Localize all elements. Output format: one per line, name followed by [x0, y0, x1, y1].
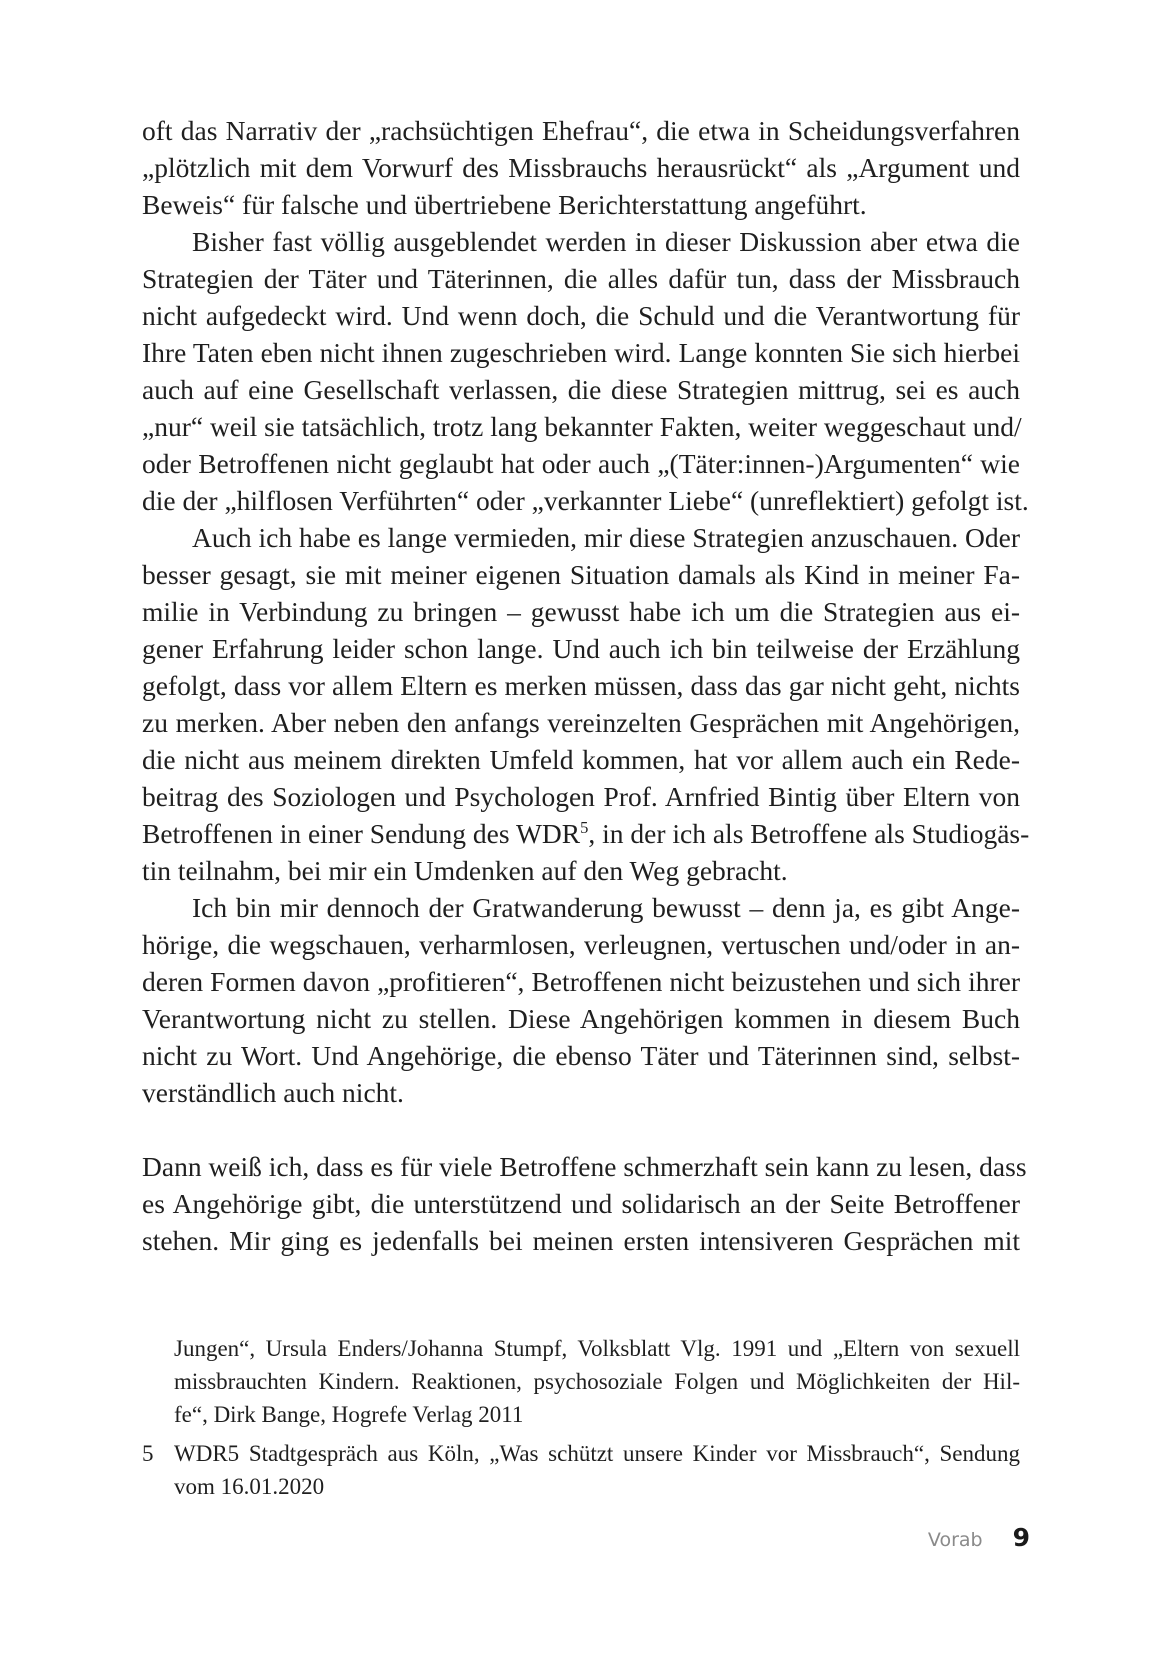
text-line: es Angehörige gibt, die unterstützend und solidarisch an der Seite Betroffener [142, 1188, 1020, 1219]
paragraph [142, 1148, 1027, 1259]
text-line: zu merken. Aber neben den anfangs vereinzelten Gesprächen mit Angehörigen, [142, 707, 1020, 738]
footnote [142, 1437, 1020, 1503]
footnote-line: vom 16.01.2020 [174, 1474, 325, 1499]
footnote-line: WDR5 Stadtgespräch aus Köln, „Was schützt unsere Kinder vor Missbrauch“, Sendung [174, 1441, 1020, 1466]
footnote-line: fe“, Dirk Bange, Hogrefe Verlag 2011 [174, 1402, 524, 1427]
text-line: „nur“ weil sie tatsächlich, trotz lang bekannter Fakten, weiter weggeschaut und/ [142, 411, 1022, 442]
text-line: oder Betroffenen nicht geglaubt hat oder auch „(Täter:innen-)Argumenten“ wie [142, 448, 1020, 479]
paragraph [142, 889, 1020, 1111]
text-line: Dann weiß ich, dass es für viele Betroffene schmerzhaft sein kann zu lesen, dass [142, 1151, 1027, 1182]
text-line: Ihre Taten eben nicht ihnen zugeschrieben wird. Lange konnten Sie sich hierbei [142, 337, 1020, 368]
text-line: tin teilnahm, bei mir ein Umdenken auf den Weg gebracht. [142, 855, 788, 886]
text-segment: Betroffenen in einer Sendung des WDR [142, 818, 581, 849]
text-line: „plötzlich mit dem Vorwurf des Missbrauchs herausrückt“ als „Argument und [142, 152, 1020, 183]
paragraph [142, 223, 1029, 519]
running-title: Vorab [927, 1529, 983, 1551]
text-line: milie in Verbindung zu bringen – gewusst habe ich um die Strategien aus ei- [142, 596, 1020, 627]
text-line [142, 815, 1030, 852]
paragraph [142, 519, 1030, 889]
text-line: die der „hilflosen Verführten“ oder „verkannter Liebe“ (unreflektiert) gefolgt ist. [142, 485, 1029, 516]
text-line: verständlich auch nicht. [142, 1077, 404, 1108]
footnote-number: 5 [142, 1441, 154, 1466]
text-line: auch auf eine Gesellschaft verlassen, die diese Strategien mittrug, sei es auch [142, 374, 1020, 405]
text-line: Bisher fast völlig ausgeblendet werden in dieser Diskussion aber etwa die [192, 226, 1020, 257]
main-text [142, 112, 1030, 1259]
text-line: oft das Narrativ der „rachsüchtigen Ehefrau“, die etwa in Scheidungsverfahren [142, 115, 1020, 146]
text-line: nicht aufgedeckt wird. Und wenn doch, die Schuld und die Verantwortung für [142, 300, 1020, 331]
footnotes [142, 1332, 1020, 1503]
page-footer [928, 1523, 1030, 1559]
page-number: 9 [1012, 1523, 1030, 1552]
footnote-line: Jungen“, Ursula Enders/Johanna Stumpf, Volksblatt Vlg. 1991 und „Eltern von sexuell [174, 1336, 1020, 1361]
text-line: Verantwortung nicht zu stellen. Diese Angehörigen kommen in diesem Buch [142, 1003, 1020, 1034]
text-line: nicht zu Wort. Und Angehörige, die ebenso Täter und Täterinnen sind, selbst- [142, 1040, 1020, 1071]
paragraph [142, 112, 1020, 223]
footnote-reference[interactable]: 5 [580, 817, 589, 837]
text-line: gener Erfahrung leider schon lange. Und auch ich bin teilweise der Erzählung [142, 633, 1020, 664]
text-line: Strategien der Täter und Täterinnen, die alles dafür tun, dass der Missbrauch [142, 263, 1020, 294]
footnote [142, 1332, 1020, 1431]
text-segment: , in der ich als Betroffene als Studiogäs- [588, 818, 1030, 849]
text-line: Beweis“ für falsche und übertriebene Berichterstattung angeführt. [142, 189, 867, 220]
text-line: Auch ich habe es lange vermieden, mir diese Strategien anzuschauen. Oder [192, 522, 1020, 553]
footnote-line: missbrauchten Kindern. Reaktionen, psychosoziale Folgen und Möglichkeiten der Hil- [174, 1369, 1020, 1394]
text-line: beitrag des Soziologen und Psychologen Prof. Arnfried Bintig über Eltern von [142, 781, 1020, 812]
text-line: gefolgt, dass vor allem Eltern es merken müssen, dass das gar nicht geht, nichts [142, 670, 1020, 701]
text-line: deren Formen davon „profitieren“, Betroffenen nicht beizustehen und sich ihrer [142, 966, 1020, 997]
text-line: Ich bin mir dennoch der Gratwanderung bewusst – denn ja, es gibt Ange- [192, 892, 1020, 923]
text-line: hörige, die wegschauen, verharmlosen, verleugnen, vertuschen und/oder in an- [142, 929, 1020, 960]
section-break [142, 1111, 1020, 1148]
text-line: besser gesagt, sie mit meiner eigenen Situation damals als Kind in meiner Fa- [142, 559, 1020, 590]
text-line: die nicht aus meinem direkten Umfeld kommen, hat vor allem auch ein Rede- [142, 744, 1020, 775]
text-line: stehen. Mir ging es jedenfalls bei meinen ersten intensiveren Gesprächen mit [142, 1225, 1020, 1256]
